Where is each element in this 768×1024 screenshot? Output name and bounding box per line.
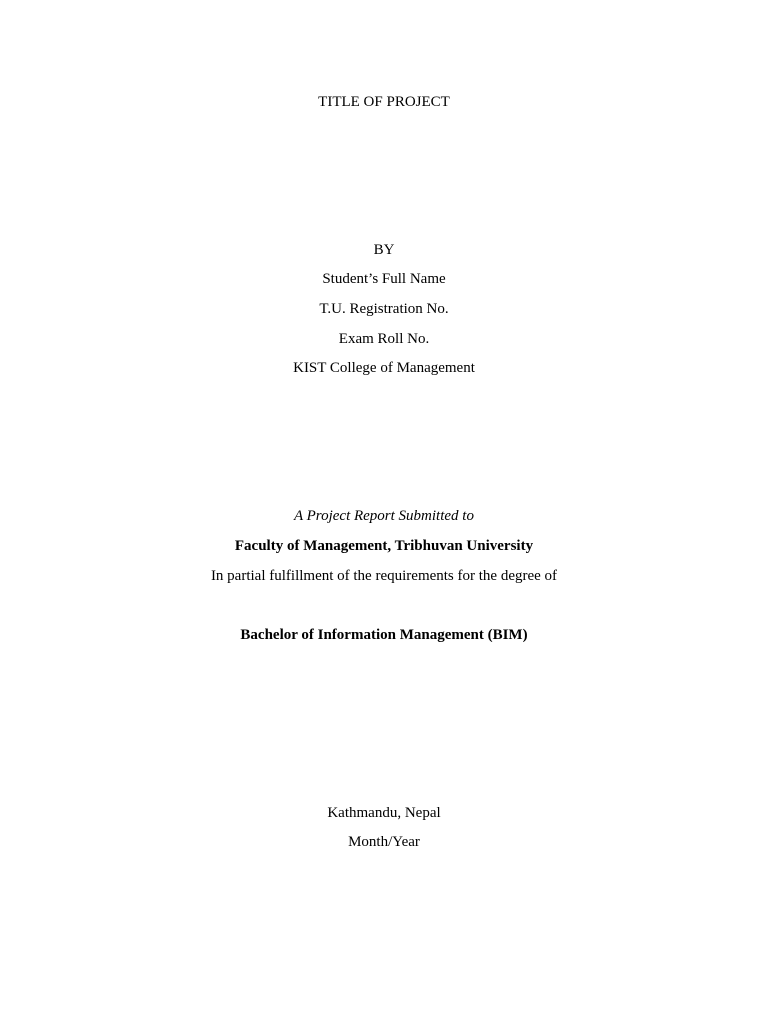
by-label: BY — [373, 242, 395, 258]
college-name: KIST College of Management — [293, 360, 475, 376]
location: Kathmandu, Nepal — [327, 805, 441, 821]
degree-name: Bachelor of Information Management (BIM) — [240, 627, 528, 643]
project-title: TITLE OF PROJECT — [318, 94, 450, 110]
faculty-name: Faculty of Management, Tribhuvan University — [234, 538, 534, 554]
student-name: Student’s Full Name — [322, 271, 446, 287]
submitted-to-line: A Project Report Submitted to — [294, 508, 474, 524]
fulfillment-line: In partial fulfillment of the requirements for the degree of — [210, 568, 558, 584]
date: Month/Year — [348, 834, 420, 850]
registration-number: T.U. Registration No. — [319, 301, 449, 317]
exam-roll-number: Exam Roll No. — [338, 331, 430, 347]
